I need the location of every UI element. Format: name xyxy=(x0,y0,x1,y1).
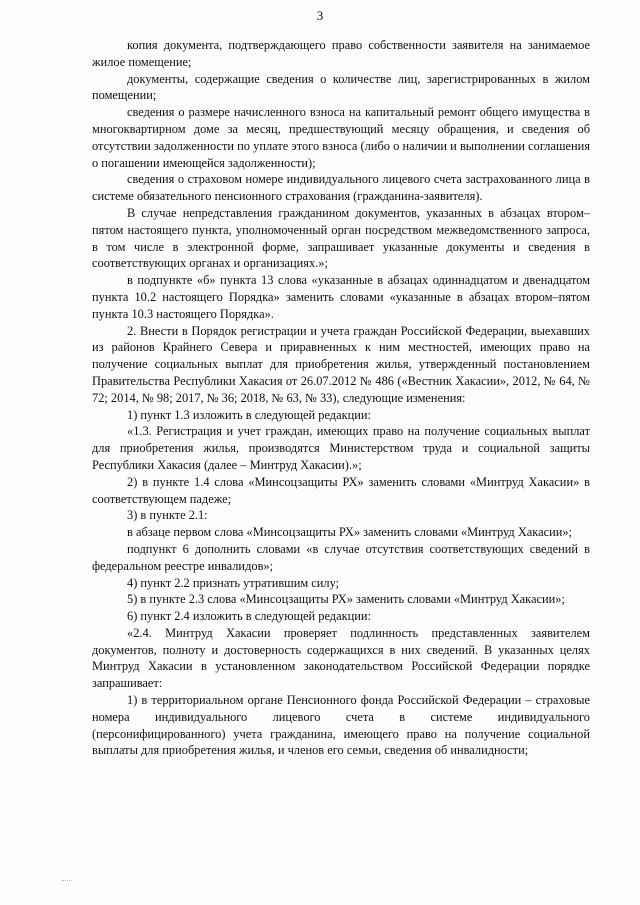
paragraph: 3) в пункте 2.1: xyxy=(127,508,208,523)
paragraph: 5) в пункте 2.3 слова «Минсоцзащиты РХ» заменить словами «Минтруд Хакасии»; xyxy=(127,592,565,607)
paragraph: сведения о страховом номере индивидуального лицевого счета застрахованного лица в системе обязательного пенсионного страхования (гражданина-заявителя). xyxy=(92,172,590,204)
paragraph: подпункт 6 дополнить словами «в случае отсутствия соответствующих сведений в федеральном реестре инвалидов»; xyxy=(92,541,590,573)
paragraph: документы, содержащие сведения о количестве лиц, зарегистрированных в жилом помещении; xyxy=(92,71,590,103)
paragraph: в подпункте «б» пункта 13 слова «указанные в абзацах одиннадцатом и двенадцатом пункта 10.2 настоящего Порядка» заменить словами «указанные в абзацах втором–пятом пункта 10.3 настоящего Порядка». xyxy=(92,273,590,321)
paragraph: 4) пункт 2.2 признать утратившим силу; xyxy=(127,575,340,590)
paragraph: 2. Внести в Порядок регистрации и учета граждан Российской Федерации, выехавших из районов Крайнего Севера и приравненных к ним местностей, имеющих право на получение социальных выплат для приобретения жилья, утвержденный постановлением Правительства Республики Хакасия от 26.07.2012 № 486 («Вестник Хакасии», 2012, № 64, № 72; 2014, № 98; 2017, № 36; 2018, № 63, № 33), следующие изменения: xyxy=(92,323,590,405)
document-body xyxy=(92,37,590,759)
paragraph: сведения о размере начисленного взноса на капитальный ремонт общего имущества в многоквартирном доме за месяц, предшествующий месяцу обращения, и сведения об отсутствии задолженности по уплате этого взноса (либо о наличии и выполнении соглашения о погашении имеющейся задолженности); xyxy=(92,105,590,170)
paragraph: «2.4. Минтруд Хакасии проверяет подлинность представленных заявителем документов, полноту и достоверность содержащихся в них сведений. В указанных целях Минтруд Хакасии в установленном законодательством Российской Федерации порядке запрашивает: xyxy=(92,625,590,691)
paragraph: 1) пункт 1.3 изложить в следующей редакции: xyxy=(127,407,371,422)
paragraph: 6) пункт 2.4 изложить в следующей редакции: xyxy=(127,609,371,624)
paragraph: 1) в территориальном органе Пенсионного фонда Российской Федерации – страховые номера индивидуального лицевого счета в системе индивидуального (персонифицированного) учета гражданина, имеющего право на получение социальной выплаты для приобретения жилья, и членов его семьи, сведения об инвалидности; xyxy=(92,693,590,758)
paragraph: «1.3. Регистрация и учет граждан, имеющих право на получение социальных выплат для приобретения жилья, производятся Министерством труда и социальной защиты Республики Хакасия (далее – Минтруд Хакасии).»; xyxy=(92,424,590,472)
paragraph: в абзаце первом слова «Минсоцзащиты РХ» заменить словами «Минтруд Хакасии»; xyxy=(127,525,572,540)
paragraph: копия документа, подтверждающего право собственности заявителя на занимаемое жилое помещение; xyxy=(92,38,590,69)
scan-artifact xyxy=(62,880,72,883)
page-number: 3 xyxy=(316,8,324,23)
paragraph: 2) в пункте 1.4 слова «Минсоцзащиты РХ» заменить словами «Минтруд Хакасии» в соответствующем падеже; xyxy=(92,474,590,506)
paragraph: В случае непредставления гражданином документов, указанных в абзацах втором–пятом настоящего пункта, уполномоченный орган посредством межведомственного запроса, в том числе в электронной форме, запрашивает указанные документы и сведения в соответствующих органах и организациях.»; xyxy=(92,205,590,271)
